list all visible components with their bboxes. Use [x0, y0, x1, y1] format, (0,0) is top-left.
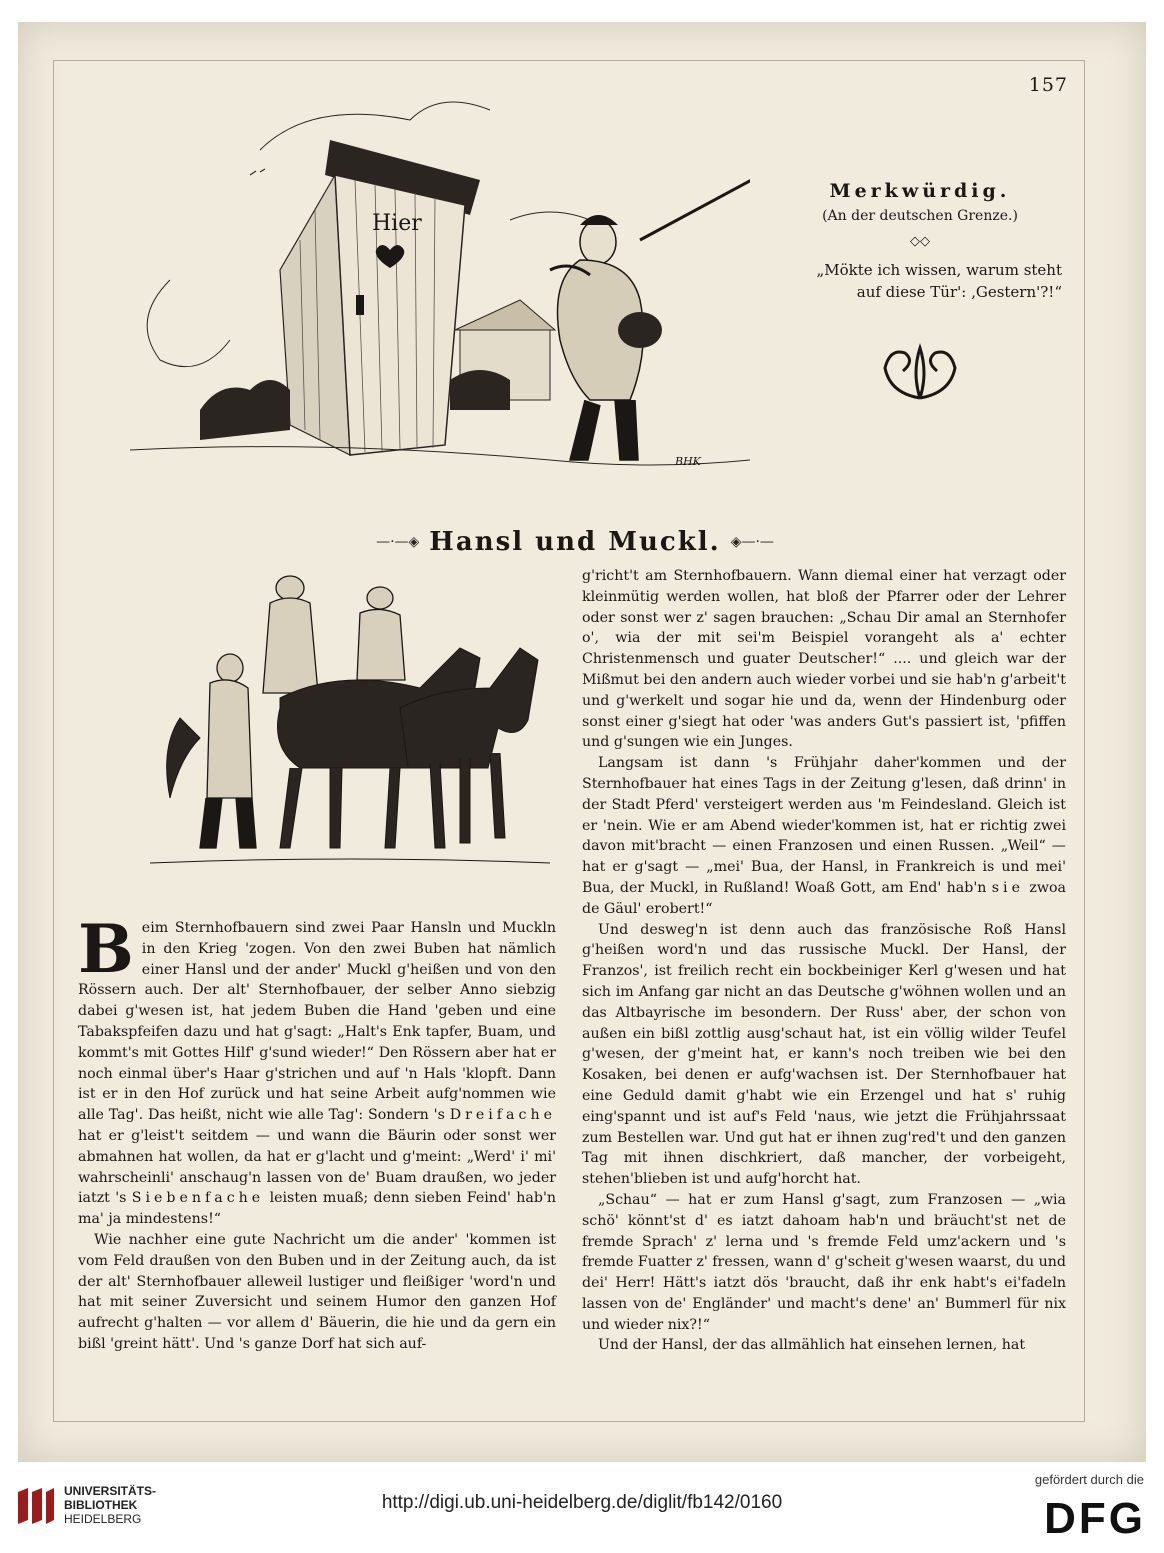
left-text-column — [78, 910, 556, 1355]
text-run: Langsam ist dann 's Frühjahr daher'kommen und der Sternhofbauer hat eines Tags in der Zeitung g'lesen, daß drinn' in der Stadt Pferd' versteigert werden aus 'm Feindesland. Gleich ist er 'nein. Wie er am Abend wieder'kommen ist, hat er richtig zwei davon mit'bracht — einen Franzosen und einen Russen. „Weil“ — hat er g'sagt — „mei' Bua, der Hansl, in Frankreich is und mei' Bua, der Muckl, in Rußland! Woaß Gott, am End' hab'n — [582, 755, 1066, 896]
caption-quote-line: auf diese Tür': ‚Gestern'?!“ — [856, 283, 1062, 301]
paragraph: „Schau“ — hat er zum Hansl g'sagt, zum Franzosen — „wia schö' könnt'st d' es iatzt dahoam hab'n und bräucht'st net de fremde Sprach' z' lerna und 's fremde Feld umz'ackern und 's fremde Fuatter z' fressen, wann d' g'scheit g'wesen waarst, du und dei' Herr! Hätt's iatzt dös 'braucht, daß ihr enk habt's ei'fadeln lassen von de' Engländer' und macht's dene' an' Bummerl für nix und wieder nix?!“ — [582, 1191, 1066, 1333]
funder-label: gefördert durch die — [1034, 1472, 1144, 1487]
emphasized-word: Siebenfache — [131, 1190, 265, 1207]
library-name-line: UNIVERSITÄTS- — [64, 1484, 157, 1498]
illustration-signature: BHK — [675, 455, 701, 468]
caption-quote-line: „Mökte ich wissen, warum steht — [816, 261, 1062, 279]
text-run: leisten muaß; denn sieben Feind' hab'n ma' ja mindestens!“ — [78, 1190, 556, 1228]
text-run: eim Sternhofbauern sind zwei Paar Hansln und Muckln in den Krieg 'zogen. Von den zwei Buben hat nämlich einer Hansl und der ander' Muckl g'heißen und von den Rössern auch. Der alt' Sternhofbauer, der selber Anno siebzig dabei g'wesen ist, hat jedem Buben die Hand 'geben und eine Tabakspfeifen dazu und hat g'sagt: „Halt's Enk tapfer, Buam, und kommt's mit Gottes Hilf' g'sund wieder!“ Den Rössern aber hat er noch einmal über's Haar g'strichen und auf 'n Hals 'klopft. Dann ist er in den Hof zurück und hat seine Arbeit aufg'nommen wie alle Tag'. Das heißt, nicht wie alle Tag': Sondern 's — [78, 920, 556, 1124]
paragraph: Und desweg'n ist denn auch das französische Roß Hansl g'heißen word'n und das russische Muckl. Der Hansl, der Franzos', ist freilich recht ein bockbeiniger Kerl g'wesen und hat sich im Anfang gar nicht an das Deutsche g'wöhnen wollen und an das Altbayrische im besondern. Der Russ' aber, der schon von außen ein bißl zottlig ausg'schaut hat, ist ein völlig wilder Teufel g'wesen, der g'meint hat, er kann's noch treiben wie bei den Kosaken, bei denen er aufg'wachsen ist. Der Sternhofbauer hat eine Geduld damit g'habt wie ein Erzengel und hat s' ruhig eing'spannt und ist auf's Feld 'naus, wie jetzt die Frühjahrssaat zum Bestellen war. Und gut hat er ihnen zug'red't und den ganzen Tag mit ihnen dischkriert, daß mancher, der vorbeigeht, stehen'blieben ist und aufg'horcht hat. — [582, 921, 1066, 1188]
side-caption — [770, 180, 1070, 407]
paragraph: Und der Hansl, der das allmählich hat einsehen lernen, hat — [598, 1337, 1026, 1354]
source-url-link[interactable]: http://digi.ub.uni-heidelberg.de/diglit/fb142/0160 — [381, 1492, 783, 1513]
emphasized-word: Dreifache — [449, 1107, 556, 1124]
caption-subtitle: (An der deutschen Grenze.) — [822, 208, 1018, 224]
door-sign-text: Hier — [372, 211, 422, 236]
paragraph: g'richt't am Sternhofbauern. Wann diemal einer hat verzagt oder kleinmütig werden wollen, hat bloß der Pfarrer oder der Lehrer oder sonst wer z' sagen brauchen: „Schau Dir amal an Sternhofer o', wia der mit sei'm Beispiel vorangeht als a' echter Christenmensch und guater Deutscher!“ .... und gleich war der Mißmut bei den andern auch wieder vorbei und sie hab'n g'arbeit't und g'werkelt und sogar hie und da, wenn der Hindenburg oder sonst einer g'siegt hat oder 'was anders Gut's passiert ist, 'pfiffen und g'sungen wie ein Junges. — [582, 568, 1066, 751]
emphasized-word: sie — [991, 879, 1024, 896]
paragraph — [582, 753, 1066, 919]
footer-bar — [0, 1462, 1164, 1553]
dfg-logo[interactable]: DFG — [1044, 1494, 1146, 1543]
story-title: Hansl und Muckl. — [429, 527, 721, 557]
caption-title: Merkwürdig. — [829, 180, 1011, 202]
text-run: hat er g'leist't seitdem — und wann die Bäurin oder sonst wer abmahnen hat wollen, da hat er g'lacht und g'meint: „Werd' i' mi' wahrscheinli' anschaug'n lassen von de' Buam draußen, wo jeder iatzt 's — [78, 1127, 556, 1207]
title-ornament-left: —·—◈ — [376, 534, 420, 550]
text-run: zwoa de Gäul' erobert!“ — [582, 879, 1066, 917]
title-ornament-right: ◈—·— — [730, 534, 774, 550]
decorative-vignette — [875, 343, 965, 403]
caption-quote — [770, 259, 1070, 303]
story-heading — [360, 522, 790, 562]
paragraph — [78, 910, 556, 1230]
right-text-column — [582, 566, 1066, 1356]
horses-illustration — [140, 568, 560, 888]
page-number: 157 — [1028, 74, 1068, 96]
caption-ornament: ◇◇ — [910, 234, 930, 249]
paragraph: Wie nachher eine gute Nachricht um die ander' 'kommen ist vom Feld draußen von den Buben und in der Zeitung auch, da ist der alt' Sternhofbauer alleweil lustiger und fleißiger 'word'n und hat mit seiner Zuversicht und seinem Humor den ganzen Hof aufrecht g'halten — vor allem d' Bäuerin, die hie und da gern ein bißl 'greint hätt'. Und 's ganze Dorf hat sich auf- — [78, 1231, 556, 1352]
library-name-line: HEIDELBERG — [64, 1512, 142, 1526]
outhouse-soldier-illustration — [110, 80, 750, 520]
drop-cap-initial: B — [78, 910, 134, 988]
library-name-line: BIBLIOTHEK — [64, 1498, 138, 1512]
